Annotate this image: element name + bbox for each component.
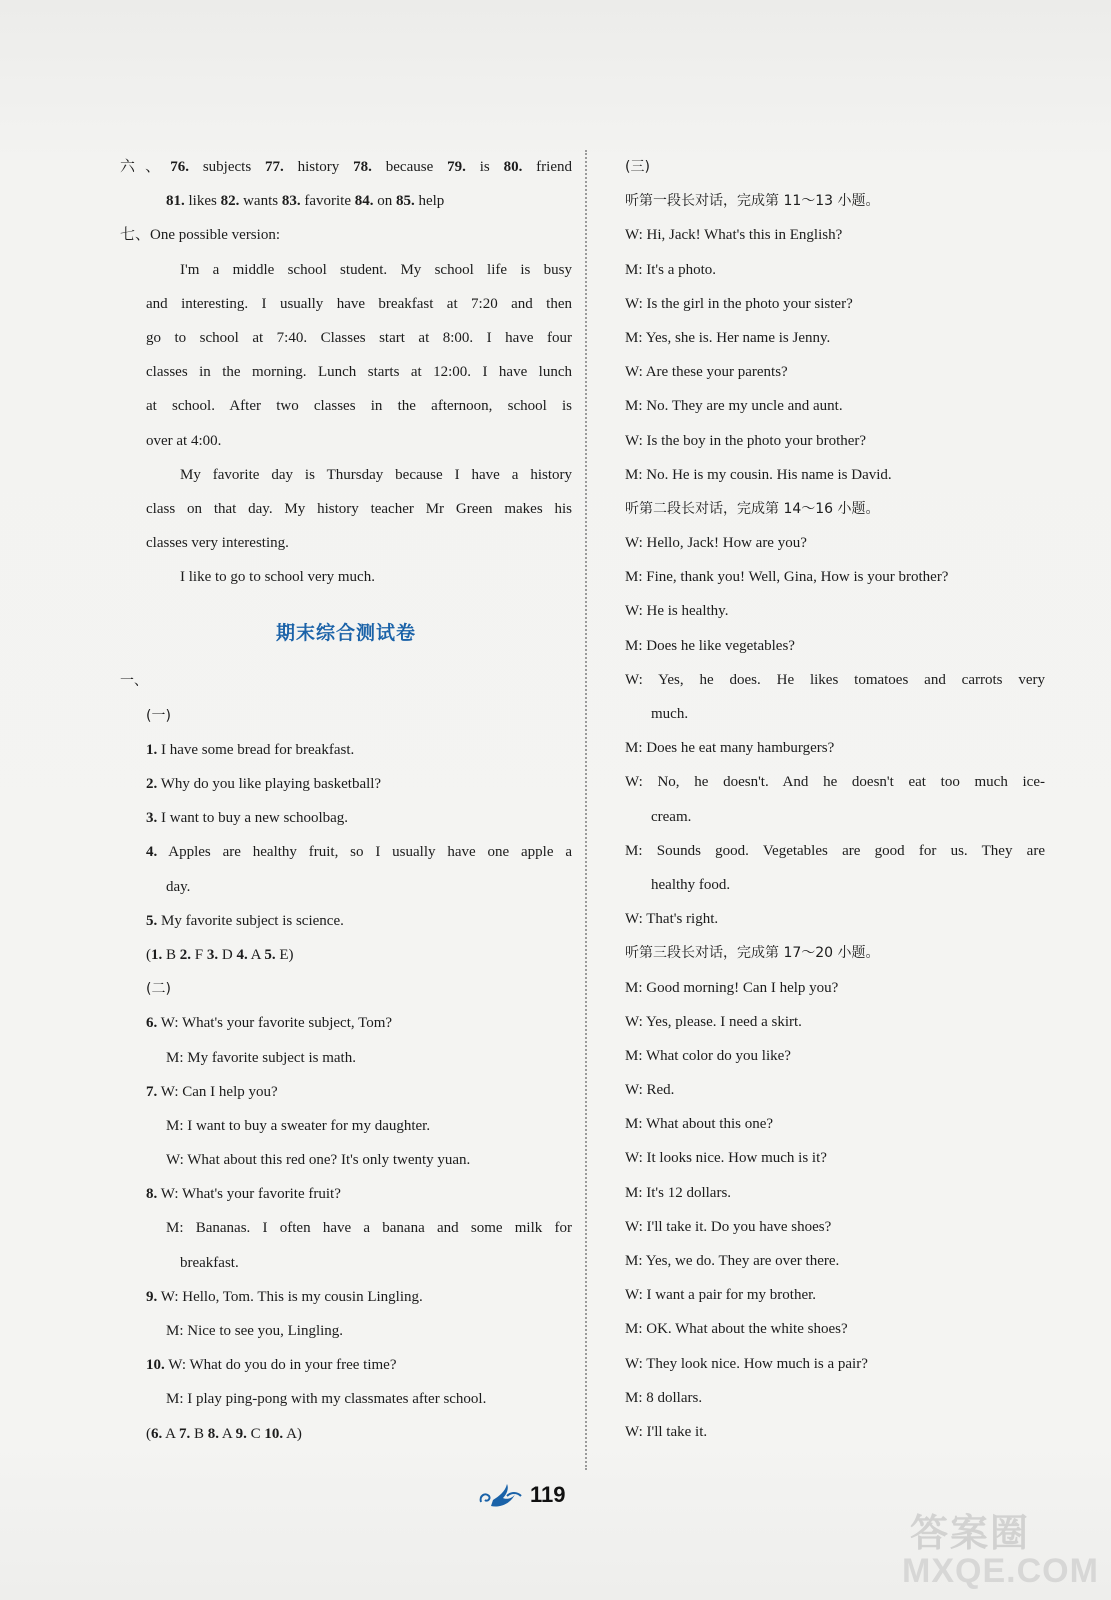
text-line: (一) [146,707,171,724]
dialogue-line: W: Is the girl in the photo your sister? [625,295,853,312]
dialogue-line: W: He is healthy. [625,603,729,620]
dialogue-line: healthy food. [651,876,731,893]
text-line: (1. B 2. F 3. D 4. A 5. E) [146,946,294,963]
text-line: 1. I have some bread for breakfast. [146,741,355,758]
dialogue-line: M: What color do you like? [625,1047,791,1064]
text-line: classes in the morning. Lunch starts at 12:00. I have lunch [146,364,572,381]
dialogue-line: W: Hi, Jack! What's this in English? [625,227,843,244]
watermark-en: MXQE.COM [902,1552,1099,1590]
text-line: 6. W: What's your favorite subject, Tom? [146,1015,393,1032]
section-title: 期末综合测试卷 [275,623,416,645]
text-line: 9. W: Hello, Tom. This is my cousin Lingling. [146,1288,423,1305]
dialogue-line: M: OK. What about the white shoes? [625,1321,848,1338]
text-line: My favorite day is Thursday because I have a history [180,466,572,483]
text-line: at school. After two classes in the afternoon, school is [146,398,572,415]
dialogue-line: W: Red. [625,1082,675,1099]
text-line: day. [166,878,191,895]
text-line: M: My favorite subject is math. [166,1049,356,1066]
right-column [625,150,1045,1449]
text-line: go to school at 7:40. Classes start at 8:00. I have four [146,329,572,346]
dialogue-line: W: I'll take it. [625,1423,708,1440]
text-line: M: Nice to see you, Lingling. [166,1323,344,1339]
text-line: over at 4:00. [146,432,222,449]
dialogue-line: M: What about this one? [625,1116,774,1133]
watermark-cn: 答案圈 [910,1511,1031,1555]
text-line: class on that day. My history teacher Mr Green makes his [146,500,572,517]
swan-logo-icon [477,1482,523,1510]
text-line: 六、76. subjects 77. history 78. because 79. is 80. friend [120,159,572,175]
text-line: 七、One possible version: [120,227,280,244]
text-line: 4. Apples are healthy fruit, so I usually have one apple a [146,844,572,861]
dialogue-line: W: Hello, Jack! How are you? [625,535,807,552]
text-line: I like to go to school very much. [180,569,375,586]
dialogue-line: (三) [625,159,650,175]
dialogue-line: W: I want a pair for my brother. [625,1287,817,1304]
dialogue-line: M: It's a photo. [625,261,717,278]
dialogue-line: W: Yes, please. I need a skirt. [625,1013,802,1030]
text-line: I'm a middle school student. My school life is busy [180,261,572,278]
dialogue-line: M: Does he eat many hamburgers? [625,740,835,757]
text-line: 2. Why do you like playing basketball? [146,776,382,792]
dialogue-line: 听第一段长对话，完成第 11～13 小题。 [625,193,880,210]
dialogue-line: W: Are these your parents? [625,364,788,381]
dialogue-line: cream. [651,808,692,825]
dialogue-line: W: It looks nice. How much is it? [625,1150,827,1167]
dialogue-line: W: They look nice. How much is a pair? [625,1355,868,1372]
text-line: 10. W: What do you do in your free time? [146,1357,397,1374]
text-line: M: Bananas. I often have a banana and some milk for [166,1220,572,1237]
dialogue-line: M: Sounds good. Vegetables are good for us. They are [625,842,1045,859]
dialogue-line: M: Good morning! Can I help you? [625,979,839,996]
dialogue-line: W: No, he doesn't. And he doesn't eat too much ice- [625,774,1045,791]
left-column [120,150,572,1451]
text-line: (6. A 7. B 8. A 9. C 10. A) [146,1425,302,1442]
text-line: 一、 [120,673,148,690]
dialogue-line: M: Yes, she is. Her name is Jenny. [625,329,831,346]
dialogue-line: M: No. They are my uncle and aunt. [625,398,843,415]
text-line: 81. likes 82. wants 83. favorite 84. on 85. help [166,193,445,210]
dialogue-line: W: Yes, he does. He likes tomatoes and carrots very [625,671,1045,688]
dialogue-line: W: Is the boy in the photo your brother? [625,432,867,449]
dialogue-line: M: Fine, thank you! Well, Gina, How is your brother? [625,569,949,586]
dialogue-line: W: I'll take it. Do you have shoes? [625,1218,832,1235]
text-line: M: I play ping-pong with my classmates after school. [166,1391,487,1408]
dialogue-line: 听第三段长对话，完成第 17～20 小题。 [625,945,880,962]
text-line: 7. W: Can I help you? [146,1083,278,1100]
text-line: 5. My favorite subject is science. [146,912,344,929]
page-number: 119 [530,1482,566,1507]
dialogue-line: M: It's 12 dollars. [625,1184,732,1201]
text-line: 3. I want to buy a new schoolbag. [146,810,349,827]
column-divider [585,150,587,1470]
dialogue-line: W: That's right. [625,911,719,928]
dialogue-line: much. [651,706,689,722]
dialogue-line: M: Does he like vegetables? [625,637,795,654]
dialogue-line: M: Yes, we do. They are over there. [625,1253,840,1269]
text-line: and interesting. I usually have breakfast at 7:20 and then [146,295,572,312]
text-line: breakfast. [180,1254,239,1271]
dialogue-line: M: No. He is my cousin. His name is David. [625,466,892,483]
dialogue-line: M: 8 dollars. [625,1389,703,1406]
text-line: 8. W: What's your favorite fruit? [146,1186,341,1203]
text-line: (二) [146,981,171,998]
dialogue-line: 听第二段长对话，完成第 14～16 小题。 [625,500,880,517]
watermark [900,1500,1100,1595]
text-line: M: I want to buy a sweater for my daughter. [166,1117,431,1134]
text-line: W: What about this red one? It's only twenty yuan. [166,1152,471,1169]
text-line: classes very interesting. [146,535,289,552]
